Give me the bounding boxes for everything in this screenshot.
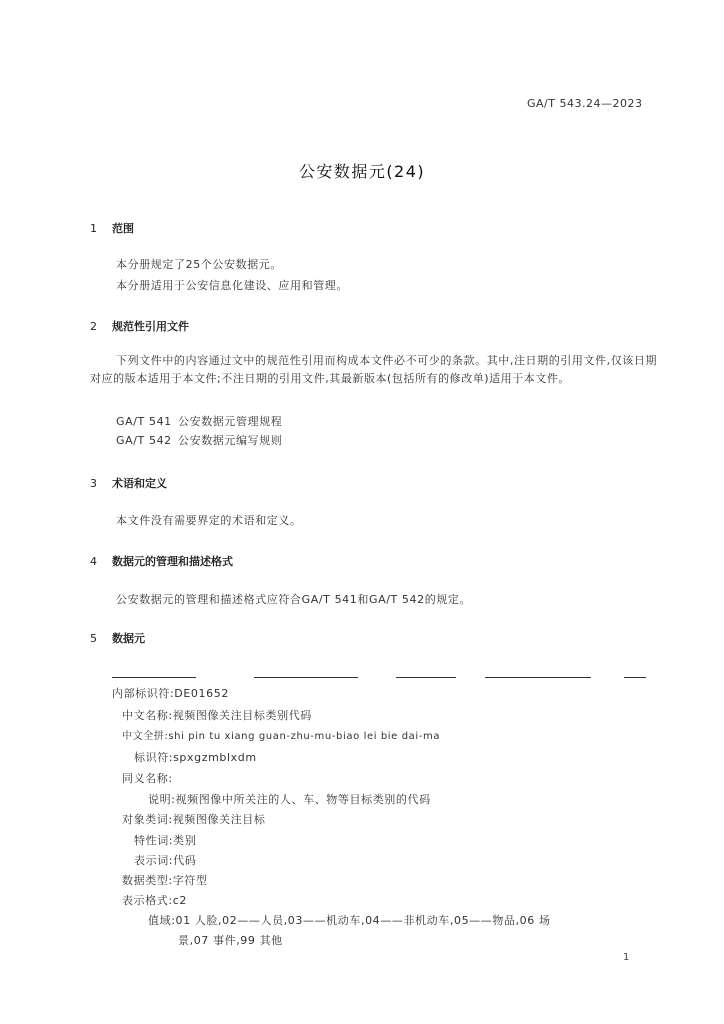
synonym-name: 同义名称: (122, 772, 173, 785)
internal-identifier: 内部标识符:DE01652 (112, 687, 229, 700)
value-domain-line-1: 值域:01 人脸,02——人员,03——机动车,04——非机动车,05——物品,06 场 (148, 914, 551, 927)
identifier: 标识符:spxgzmblxdm (134, 751, 257, 764)
value-domain-line-2: 景,07 事件,99 其他 (178, 934, 283, 947)
page-title: 公安数据元(24) (298, 162, 426, 181)
scope-line-1: 本分册规定了25个公安数据元。 (116, 258, 282, 271)
normative-intro: 下列文件中的内容通过文中的规范性引用而构成本文件必不可少的条款。其中,注日期的引用文件,仅该日期对应的版本适用于本文件;不注日期的引用文件,其最新版本(包括所有的修改单)适用于本文件。 (90, 354, 657, 385)
section-number: 1 (90, 222, 97, 235)
scope-line-2: 本分册适用于公安信息化建设、应用和管理。 (116, 279, 348, 292)
section-number: 5 (90, 632, 97, 645)
standard-number: GA/T 543.24—2023 (527, 97, 643, 110)
property-term: 特性词:类别 (134, 834, 197, 847)
reference-title: 公安数据元管理规程 (178, 415, 283, 428)
section-heading-2 (90, 318, 189, 334)
section-title: 数据元 (112, 632, 145, 645)
data-type: 数据类型:字符型 (122, 874, 208, 887)
section-number: 4 (90, 555, 97, 568)
page-number: 1 (623, 952, 630, 963)
section-heading-5 (90, 630, 145, 646)
section-heading-3 (90, 475, 167, 491)
section-title: 数据元的管理和描述格式 (112, 555, 233, 568)
chinese-name: 中文名称:视频图像关注目标类别代码 (122, 709, 312, 722)
reference-item (116, 413, 282, 431)
reference-code: GA/T 541 (116, 415, 172, 428)
chinese-pinyin: 中文全拼:shi pin tu xiang guan-zhu-mu-biao lei bie dai-ma (122, 731, 441, 742)
separator-rule (112, 677, 196, 678)
description-note: 说明:视频图像中所关注的人、车、物等目标类别的代码 (148, 793, 431, 806)
separator-rule (624, 677, 646, 678)
reference-title: 公安数据元编写规则 (178, 434, 283, 447)
section-title: 术语和定义 (112, 477, 167, 490)
section-number: 2 (90, 320, 97, 333)
reference-item (116, 432, 282, 450)
representation-format: 表示格式:c2 (122, 894, 187, 907)
object-class-term: 对象类词:视频图像关注目标 (122, 813, 266, 826)
separator-rule (396, 677, 456, 678)
section-title: 范围 (112, 222, 134, 235)
reference-code: GA/T 542 (116, 434, 172, 447)
terms-text: 本文件没有需要界定的术语和定义。 (116, 514, 302, 527)
section-title: 规范性引用文件 (112, 320, 189, 333)
section-heading-1 (90, 220, 134, 236)
separator-rule (254, 677, 358, 678)
section-number: 3 (90, 477, 97, 490)
separator-rule (485, 677, 591, 678)
mgmt-text: 公安数据元的管理和描述格式应符合GA/T 541和GA/T 542的规定。 (116, 593, 472, 606)
representation-term: 表示词:代码 (134, 854, 197, 867)
section-heading-4 (90, 553, 233, 569)
